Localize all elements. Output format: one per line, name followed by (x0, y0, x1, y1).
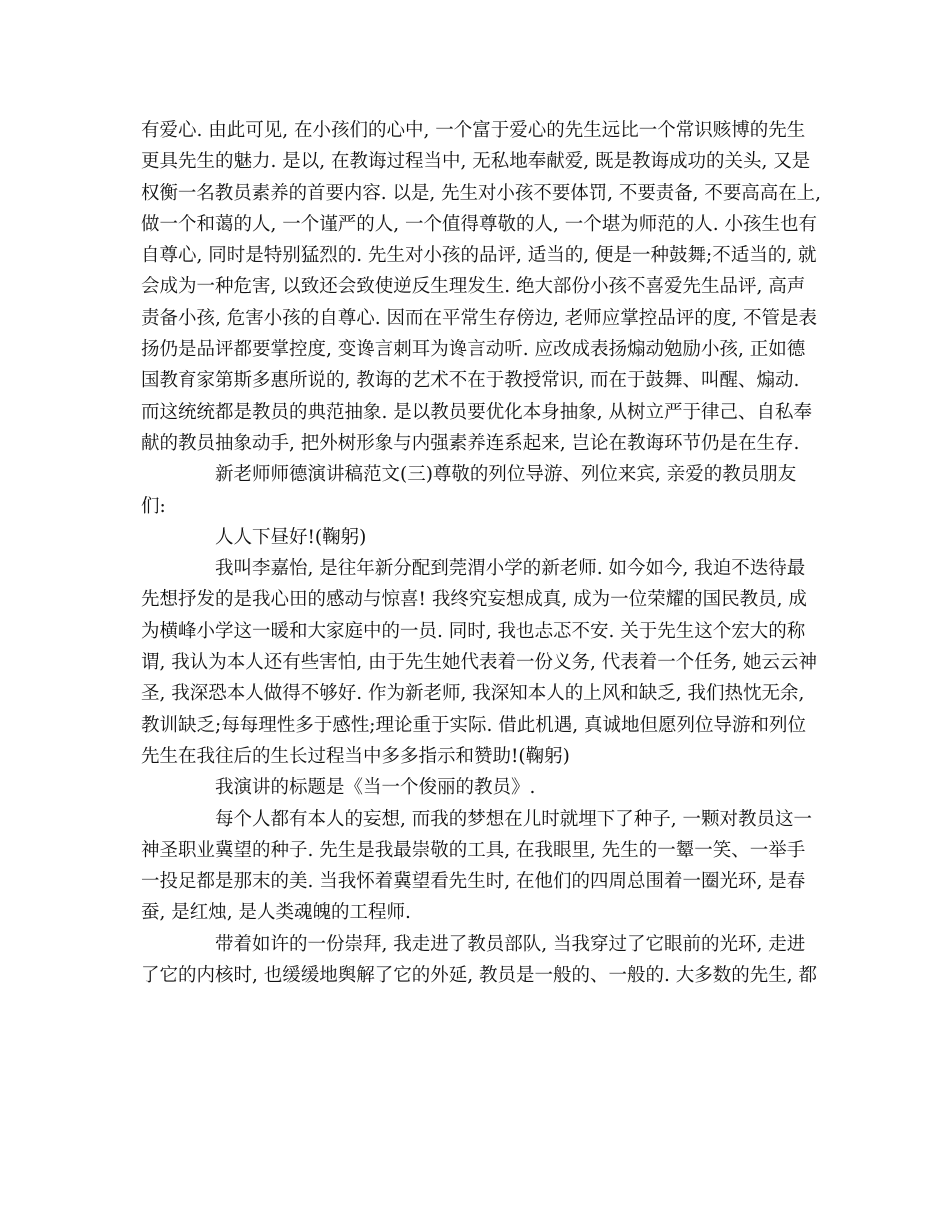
paragraph-line: 蚕, 是红烛, 是人类魂魄的工程师. (141, 902, 411, 924)
paragraph-line: 圣, 我深恐本人做得不够好. 作为新老师, 我深知本人的上风和缺乏, 我们热忱无余, (141, 683, 805, 705)
paragraph-line: 神圣职业冀望的种子. 先生是我最崇敬的工具, 在我眼里, 先生的一颦一笑、一举手 (141, 839, 806, 861)
paragraph-line: 扬仍是品评都要掌控度, 变谗言刺耳为谗言动听. 应改成表扬煽动勉励小孩, 正如德 (141, 339, 806, 361)
paragraph-first-line: 我叫李嘉怡, 是往年新分配到莞渭小学的新老师. 如今如今, 我迫不迭待最 (215, 558, 806, 580)
paragraph-line: 做一个和蔼的人, 一个谨严的人, 一个值得尊敬的人, 一个堪为师范的人. 小孩生也有 (141, 213, 818, 235)
paragraph-line: 一投足都是那末的美. 当我怀着冀望看先生时, 在他们的四周总围着一圈光环, 是春 (141, 871, 806, 893)
paragraph-line: 先生在我往后的生长过程当中多多指示和赞助!(鞠躬) (141, 745, 570, 767)
paragraph-line: 而这统统都是教员的典范抽象. 是以教员要优化本身抽象, 从树立严于律己、自私奉 (141, 401, 813, 423)
paragraph-first-line: 每个人都有本人的妄想, 而我的梦想在儿时就埋下了种子, 一颗对教员这一 (215, 808, 813, 830)
document-body (141, 115, 821, 991)
paragraph-line: 会成为一种危害, 以致还会致使逆反生理发生. 绝大部份小孩不喜爱先生品评, 高声 (141, 276, 806, 298)
paragraph-line: 们: (141, 495, 166, 517)
paragraph-line: 教训缺乏;每每理性多于感性;理论重于实际. 借此机遇, 真诚地但愿列位导游和列位 (141, 714, 806, 736)
paragraph-line: 权衡一名教员素养的首要内容. 以是, 先生对小孩不要体罚, 不要责备, 不要高高在上, (141, 182, 821, 204)
paragraph-line: 为横峰小学这一暖和大家庭中的一员. 同时, 我也忐忑不安. 关于先生这个宏大的称 (141, 620, 806, 642)
paragraph-line: 自尊心, 同时是特别猛烈的. 先生对小孩的品评, 适当的, 便是一种鼓舞;不适当的, 就 (141, 245, 817, 267)
paragraph-line: 献的教员抽象动手, 把外树形象与内强素养连系起来, 岂论在教诲环节仍是在生存. (141, 432, 800, 454)
paragraph-first-line: 我演讲的标题是《当一个俊丽的教员》. (215, 777, 536, 799)
paragraph-first-line: 新老师师德演讲稿范文(三)尊敬的列位导游、列位来宾, 亲爱的教员朋友 (215, 464, 797, 486)
paragraph-line: 谓, 我认为本人还有些害怕, 由于先生她代表着一份义务, 代表着一个任务, 她云云神 (141, 652, 818, 674)
paragraph-line: 有爱心. 由此可见, 在小孩们的心中, 一个富于爱心的先生远比一个常识赅博的先生 (141, 120, 806, 141)
paragraph-line: 责备小孩, 危害小孩的自尊心. 因而在平常生存傍边, 老师应掌控品评的度, 不管是表 (141, 307, 818, 329)
paragraph-line: 了它的内核时, 也缓缓地舆解了它的外延, 教员是一般的、一般的. 大多数的先生, 都 (141, 965, 818, 987)
paragraph-first-line: 人人下昼好!(鞠躬) (215, 526, 367, 548)
paragraph-line: 先想抒发的是我心田的感动与惊喜! 我终究妄想成真, 成为一位荣耀的国民教员, 成 (141, 589, 807, 611)
paragraph-line: 更具先生的魅力. 是以, 在教诲过程当中, 无私地奉献爱, 既是教诲成功的关头, 又是 (141, 151, 811, 173)
paragraph-line: 国教育家第斯多惠所说的, 教诲的艺术不在于教授常识, 而在于鼓舞、叫醒、煽动. (141, 370, 800, 392)
paragraph-first-line: 带着如许的一份崇拜, 我走进了教员部队, 当我穿过了它眼前的光环, 走进 (215, 933, 806, 955)
